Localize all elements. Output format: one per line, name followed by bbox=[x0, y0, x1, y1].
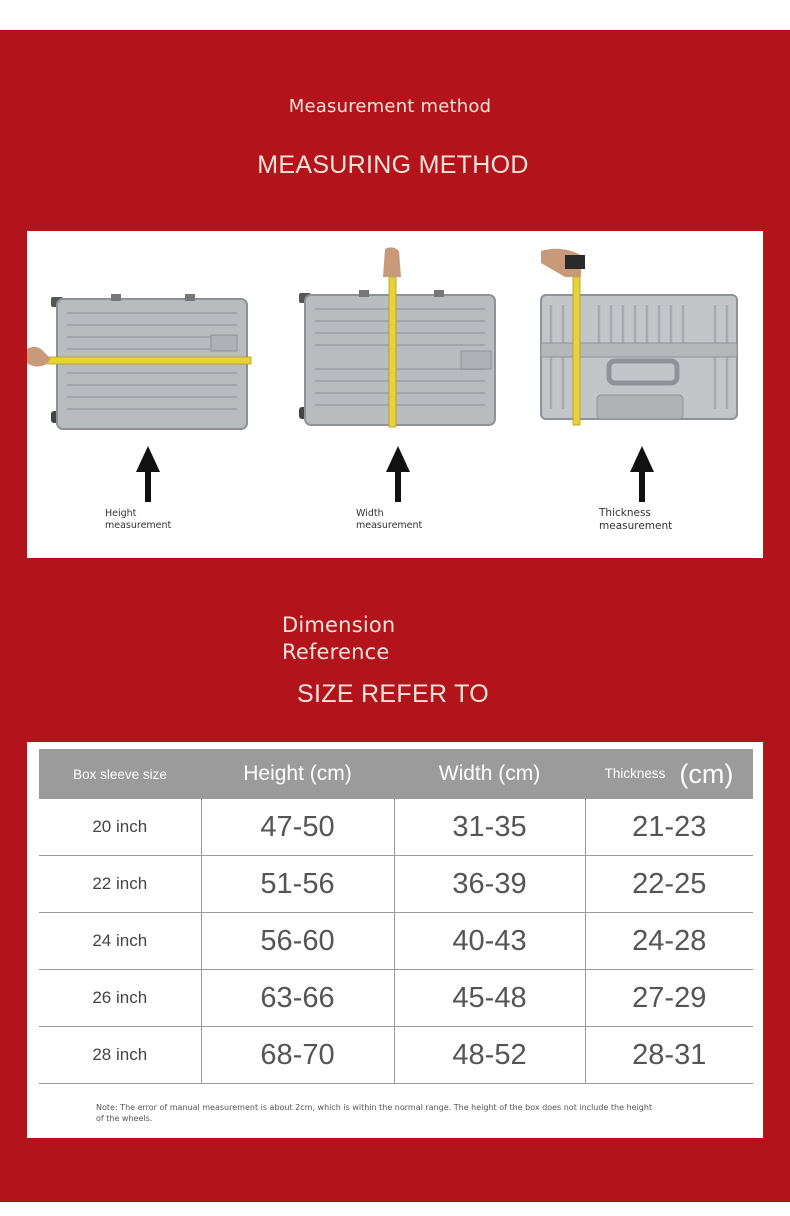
table-row bbox=[39, 970, 753, 1027]
cell-height: 56-60 bbox=[201, 913, 394, 970]
caption-line: Thickness bbox=[599, 507, 651, 519]
cell-width: 48-52 bbox=[394, 1027, 585, 1084]
cell-height: 47-50 bbox=[201, 799, 394, 856]
arrow-up-icon bbox=[386, 446, 410, 502]
cell-thickness: 27-29 bbox=[585, 970, 753, 1027]
section-title-measurement-method: Measurement method bbox=[288, 96, 492, 117]
caption-line: measurement bbox=[599, 520, 673, 532]
table-row bbox=[39, 799, 753, 856]
caption-height-measurement bbox=[105, 508, 171, 532]
cell-width: 31-35 bbox=[394, 799, 585, 856]
cell-width: 36-39 bbox=[394, 856, 585, 913]
cell-size: 28 inch bbox=[39, 1027, 201, 1084]
suitcase-height-image bbox=[27, 291, 257, 436]
size-table bbox=[39, 749, 753, 1084]
suitcase-width-image bbox=[289, 247, 509, 432]
title-line: Reference bbox=[282, 640, 390, 664]
caption-thickness-measurement bbox=[599, 507, 672, 533]
title-line: Dimension bbox=[282, 613, 396, 637]
cell-height: 63-66 bbox=[201, 970, 394, 1027]
cell-size: 20 inch bbox=[39, 799, 201, 856]
cell-thickness: 28-31 bbox=[585, 1027, 753, 1084]
caption-width-measurement bbox=[356, 508, 422, 532]
table-row bbox=[39, 856, 753, 913]
caption-line: Height bbox=[105, 508, 137, 519]
arrow-up-icon bbox=[136, 446, 160, 502]
caption-line: measurement bbox=[356, 520, 423, 531]
measurement-note: Note: The error of manual measurement is about 2cm, which is within the normal range. The height of the box does not include the height of the wheels. bbox=[96, 1103, 653, 1123]
section-title-dimension-reference bbox=[282, 612, 395, 666]
cell-thickness: 21-23 bbox=[585, 799, 753, 856]
header-height: Height (cm) bbox=[201, 749, 394, 799]
header-width: Width (cm) bbox=[394, 749, 585, 799]
arrow-up-icon bbox=[630, 446, 654, 502]
cell-size: 22 inch bbox=[39, 856, 201, 913]
caption-line: measurement bbox=[105, 520, 172, 531]
header-thickness-unit: (cm) bbox=[679, 758, 734, 789]
section-subtitle-measuring-method: MEASURING METHOD bbox=[257, 151, 529, 179]
header-thickness-label: Thickness bbox=[604, 765, 666, 781]
section-subtitle-size-refer-to: SIZE REFER TO bbox=[297, 680, 489, 708]
suitcase-thickness-image bbox=[539, 247, 744, 427]
header-box-sleeve-size: Box sleeve size bbox=[39, 749, 201, 799]
table-row bbox=[39, 913, 753, 970]
cell-height: 68-70 bbox=[201, 1027, 394, 1084]
cell-width: 40-43 bbox=[394, 913, 585, 970]
cell-thickness: 24-28 bbox=[585, 913, 753, 970]
caption-line: Width bbox=[356, 508, 384, 519]
cell-size: 26 inch bbox=[39, 970, 201, 1027]
cell-size: 24 inch bbox=[39, 913, 201, 970]
table-row bbox=[39, 1027, 753, 1084]
measurement-card bbox=[27, 231, 763, 558]
header-thickness bbox=[585, 749, 753, 799]
cell-thickness: 22-25 bbox=[585, 856, 753, 913]
table-header-row bbox=[39, 749, 753, 799]
cell-height: 51-56 bbox=[201, 856, 394, 913]
cell-width: 45-48 bbox=[394, 970, 585, 1027]
